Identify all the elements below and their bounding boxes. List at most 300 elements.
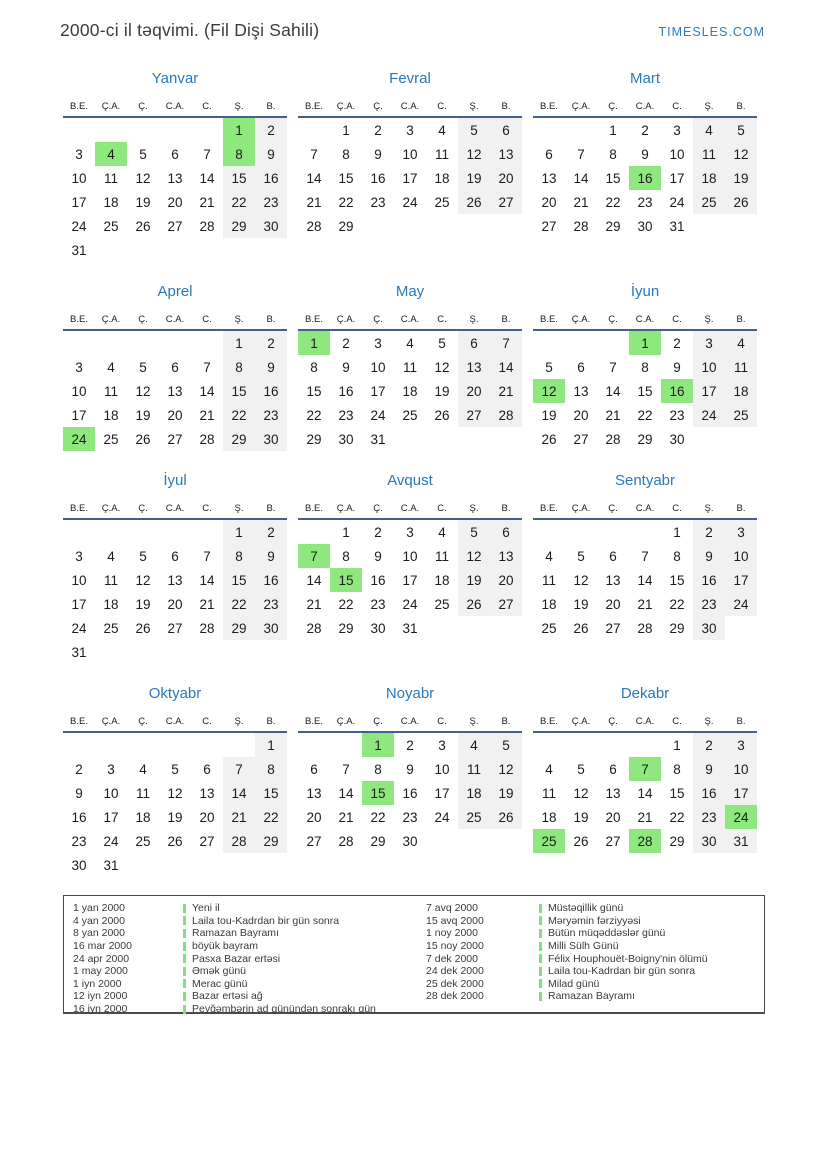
day-cell: 23 [71,833,87,849]
day-cell: 16 [71,809,87,825]
day-cell: 10 [370,359,386,375]
week-row [298,781,522,805]
legend-date: 24 apr 2000 [73,952,130,965]
month-block [63,70,287,262]
day-cell: 22 [669,809,685,825]
weekday-header: C.A. [165,716,185,727]
legend-item [426,940,708,953]
day-cell: 30 [370,620,386,636]
day-cell: 23 [669,407,685,423]
week-row [298,592,522,616]
day-cell: 22 [306,407,322,423]
day-cell: 15 [637,383,653,399]
weekday-header: Ç.A. [571,101,591,112]
empty-cell [191,733,223,757]
day-cell: 4 [545,548,553,564]
day-cell: 8 [223,355,255,379]
weekday-header: Ç.A. [101,503,121,514]
empty-cell [565,118,597,142]
day-cell: 25 [434,596,450,612]
day-cell: 11 [103,383,118,399]
day-cell: 26 [458,592,490,616]
week-row [298,118,522,142]
day-cell: 22 [338,596,354,612]
day-cell: 30 [71,857,87,873]
day-cell: 22 [605,194,621,210]
day-cell: 23 [370,596,386,612]
day-cell: 26 [490,805,522,829]
holiday-tick-icon [183,916,186,925]
holiday-tick-icon [183,992,186,1001]
empty-cell [458,427,490,451]
day-cell: 22 [338,194,354,210]
day-cell: 30 [637,218,653,234]
empty-cell [223,853,255,877]
day-cell: 23 [255,403,287,427]
day-cell: 6 [458,331,490,355]
empty-cell [490,214,522,238]
week-row [298,733,522,757]
day-cell: 23 [255,190,287,214]
day-cell: 14 [637,785,653,801]
day-cell: 20 [605,809,621,825]
empty-cell [693,427,725,451]
empty-cell [223,733,255,757]
day-cell: 21 [490,379,522,403]
legend-holiday-name: Félix Houphouët-Boigny'nin ölümü [548,952,708,965]
weekday-header: B. [266,314,276,325]
day-cell: 30 [402,833,418,849]
month-title: İyun [630,283,660,300]
day-cell: 24 [693,403,725,427]
empty-cell [426,829,458,853]
weekday-header: B. [266,101,276,112]
weekday-header: Ç. [608,503,618,514]
day-cell: 15 [223,568,255,592]
day-cell: 24 [71,218,87,234]
day-cell: 17 [71,407,87,423]
week-row [533,427,757,451]
legend-item [73,952,426,965]
week-row [298,568,522,592]
empty-cell [95,331,127,355]
weekday-header: C. [202,503,212,514]
day-cell: 16 [255,166,287,190]
day-cell: 9 [641,146,649,162]
day-cell: 13 [306,785,322,801]
day-cell: 13 [167,572,183,588]
weekday-header: Ç. [373,314,383,325]
empty-cell [191,520,223,544]
weekday-header: B.E. [305,503,323,514]
day-cell: 8 [310,359,318,375]
day-cell: 11 [103,170,118,186]
empty-cell [597,520,629,544]
day-cell: 19 [135,596,151,612]
day-cell: 10 [71,170,87,186]
day-cell: 22 [223,592,255,616]
holiday-tick-icon [539,992,542,1001]
day-cell: 3 [438,737,446,753]
day-cell: 1 [255,733,287,757]
legend-item [73,902,426,915]
legend-holiday-name: böyük bayram [192,940,258,953]
day-cell: 11 [541,785,556,801]
week-row [63,733,287,757]
weekday-header: Ç.A. [571,503,591,514]
empty-cell [458,214,490,238]
day-cell: 10 [725,757,757,781]
empty-cell [458,829,490,853]
empty-cell [490,829,522,853]
holiday-tick-icon [539,979,542,988]
day-cell: 29 [223,214,255,238]
weekday-header: C. [672,314,682,325]
week-row [533,568,757,592]
week-row [63,520,287,544]
weekday-header-row [63,96,287,116]
day-cell: 1 [673,737,681,753]
day-cell: 19 [573,596,589,612]
week-row [298,616,522,640]
day-cell: 19 [490,781,522,805]
day-cell: 10 [402,146,418,162]
weekday-header: B. [266,503,276,514]
day-cell: 20 [167,407,183,423]
day-cell: 5 [458,520,490,544]
month-block [298,70,522,238]
weekday-header: Ç.A. [336,716,356,727]
day-cell: 7 [310,146,318,162]
day-cell: 12 [458,142,490,166]
empty-cell [127,238,159,262]
day-cell: 9 [693,544,725,568]
day-cell: 10 [669,146,685,162]
weekday-header: C. [437,314,447,325]
week-row [298,142,522,166]
site-logo[interactable]: TIMESLES.COM [658,25,765,39]
day-cell: 5 [545,359,553,375]
day-cell: 11 [103,572,118,588]
week-row [533,520,757,544]
weekday-header: Ş. [469,101,479,112]
week-row [533,190,757,214]
week-row [63,805,287,829]
day-cell: 17 [693,379,725,403]
day-cell: 7 [342,761,350,777]
page-title: 2000-ci il təqvimi. (Fil Dişi Sahili) [60,20,320,40]
day-cell: 6 [310,761,318,777]
legend-item [426,915,708,928]
weekday-header: C.A. [635,314,655,325]
empty-cell [362,214,394,238]
legend-item [73,1003,426,1016]
day-cell: 21 [223,805,255,829]
weekday-header: C.A. [165,314,185,325]
weekday-header: Ş. [469,314,479,325]
day-cell: 22 [669,596,685,612]
weekday-header-row [533,96,757,116]
day-cell: 29 [255,829,287,853]
day-cell: 9 [255,544,287,568]
weekday-header: Ş. [704,503,714,514]
day-cell: 13 [167,170,183,186]
legend-item [426,965,708,978]
day-cell: 25 [693,190,725,214]
day-cell: 19 [135,194,151,210]
empty-cell [426,616,458,640]
day-cell: 2 [255,118,287,142]
day-cell: 15 [362,781,394,805]
day-cell: 19 [135,407,151,423]
empty-cell [490,616,522,640]
weekday-header: B.E. [540,101,558,112]
day-cell: 23 [693,805,725,829]
day-cell: 9 [75,785,83,801]
weekday-header: Ş. [704,101,714,112]
day-cell: 10 [71,383,87,399]
day-cell: 16 [693,568,725,592]
day-cell: 7 [203,548,211,564]
day-cell: 29 [637,431,653,447]
day-cell: 1 [629,331,661,355]
day-cell: 5 [139,548,147,564]
weekday-header-row [298,711,522,731]
day-cell: 13 [605,785,621,801]
weekday-header: Ç. [373,101,383,112]
empty-cell [533,520,565,544]
week-row [533,616,757,640]
weekday-header: B. [266,716,276,727]
day-cell: 5 [577,761,585,777]
day-cell: 27 [306,833,322,849]
empty-cell [159,520,191,544]
month-block [298,472,522,640]
week-row [533,166,757,190]
weekday-header: C.A. [400,101,420,112]
week-row [298,166,522,190]
day-cell: 25 [725,403,757,427]
weekday-header: Ç. [138,503,148,514]
day-cell: 27 [490,190,522,214]
week-row [533,355,757,379]
empty-cell [565,733,597,757]
legend-holiday-name: Laila tou-Kadrdan bir gün sonra [548,965,696,978]
empty-cell [426,427,458,451]
weekday-header: B.E. [540,503,558,514]
week-row [533,805,757,829]
empty-cell [127,853,159,877]
day-cell: 28 [573,218,589,234]
day-cell: 11 [434,146,449,162]
empty-cell [725,616,757,640]
weekday-header-row [298,309,522,329]
weekday-header: Ç.A. [571,716,591,727]
empty-cell [95,118,127,142]
day-cell: 31 [725,829,757,853]
empty-cell [725,427,757,451]
week-row [533,118,757,142]
day-cell: 28 [306,620,322,636]
day-cell: 13 [541,170,557,186]
week-row [533,829,757,853]
day-cell: 10 [693,355,725,379]
week-row [298,190,522,214]
day-cell: 28 [306,218,322,234]
weekday-header: Ç.A. [571,314,591,325]
day-cell: 13 [490,544,522,568]
empty-cell [95,733,127,757]
day-cell: 2 [693,733,725,757]
legend-item [426,902,708,915]
day-cell: 6 [490,118,522,142]
day-cell: 3 [406,524,414,540]
weekday-header: Ş. [234,716,244,727]
week-row [298,757,522,781]
empty-cell [565,520,597,544]
week-row [63,331,287,355]
weekday-header: Ş. [469,716,479,727]
legend-date: 28 dek 2000 [426,990,484,1003]
week-row [298,427,522,451]
day-cell: 3 [374,335,382,351]
empty-cell [629,520,661,544]
legend-date: 15 avq 2000 [426,914,484,927]
day-cell: 9 [255,142,287,166]
legend-date: 4 yan 2000 [73,914,125,927]
day-cell: 8 [609,146,617,162]
day-cell: 7 [629,757,661,781]
day-cell: 27 [167,620,183,636]
legend-date: 16 mar 2000 [73,940,132,953]
day-cell: 4 [458,733,490,757]
legend-date: 1 noy 2000 [426,927,478,940]
day-cell: 28 [629,829,661,853]
day-cell: 12 [490,757,522,781]
legend-box [63,895,765,1014]
holiday-tick-icon [539,916,542,925]
day-cell: 18 [103,596,119,612]
day-cell: 2 [374,122,382,138]
holiday-tick-icon [183,929,186,938]
day-cell: 14 [637,572,653,588]
weekday-header: C. [672,716,682,727]
day-cell: 19 [434,383,450,399]
day-cell: 17 [71,194,87,210]
week-row [63,190,287,214]
day-cell: 31 [71,644,87,660]
day-cell: 21 [199,596,215,612]
legend-date: 7 avq 2000 [426,902,478,915]
day-cell: 6 [171,359,179,375]
month-block [63,472,287,664]
day-cell: 7 [609,359,617,375]
empty-cell [191,238,223,262]
day-cell: 19 [541,407,557,423]
week-row [533,592,757,616]
weekday-header-row [63,309,287,329]
day-cell: 26 [458,190,490,214]
day-cell: 4 [107,359,115,375]
empty-cell [63,733,95,757]
day-cell: 12 [725,142,757,166]
day-cell: 10 [725,544,757,568]
day-cell: 5 [139,146,147,162]
week-row [533,733,757,757]
month-block [63,283,287,451]
day-cell: 18 [103,407,119,423]
month-title: Aprel [157,283,193,300]
day-cell: 18 [135,809,151,825]
empty-cell [191,640,223,664]
weekday-header: B.E. [305,101,323,112]
month-block [533,70,757,238]
week-row [298,805,522,829]
weekday-header-row [533,711,757,731]
day-cell: 3 [75,359,83,375]
holiday-tick-icon [539,954,542,963]
weekday-header: B. [501,503,511,514]
weekday-header: B.E. [70,716,88,727]
weekday-header: B.E. [70,503,88,514]
day-cell: 25 [458,805,490,829]
day-cell: 23 [402,809,418,825]
week-row [63,379,287,403]
weekday-header: Ç. [608,101,618,112]
legend-item [73,927,426,940]
day-cell: 12 [533,379,565,403]
day-cell: 21 [199,194,215,210]
day-cell: 2 [641,122,649,138]
day-cell: 26 [135,620,151,636]
empty-cell [127,520,159,544]
weekday-header: C. [672,503,682,514]
day-cell: 27 [167,218,183,234]
empty-cell [127,733,159,757]
day-cell: 20 [541,194,557,210]
weekday-header: C.A. [635,716,655,727]
day-cell: 27 [490,592,522,616]
day-cell: 20 [573,407,589,423]
weekday-header: Ş. [704,716,714,727]
day-cell: 18 [402,383,418,399]
week-row [63,757,287,781]
legend-date: 24 dek 2000 [426,965,484,978]
day-cell: 8 [673,761,681,777]
empty-cell [95,238,127,262]
day-cell: 9 [255,355,287,379]
day-cell: 1 [673,524,681,540]
weekday-header: C.A. [400,314,420,325]
weekday-header: Ş. [704,314,714,325]
day-cell: 21 [637,809,653,825]
day-cell: 30 [669,431,685,447]
empty-cell [533,331,565,355]
legend-item [426,978,708,991]
month-title: Yanvar [151,70,199,87]
day-cell: 5 [438,335,446,351]
weekday-header: C. [437,101,447,112]
months-grid [63,70,757,877]
day-cell: 27 [458,403,490,427]
day-cell: 17 [103,809,119,825]
empty-cell [490,427,522,451]
day-cell: 31 [103,857,119,873]
day-cell: 2 [673,335,681,351]
legend-date: 12 iyn 2000 [73,990,128,1003]
day-cell: 7 [490,331,522,355]
day-cell: 18 [434,170,450,186]
